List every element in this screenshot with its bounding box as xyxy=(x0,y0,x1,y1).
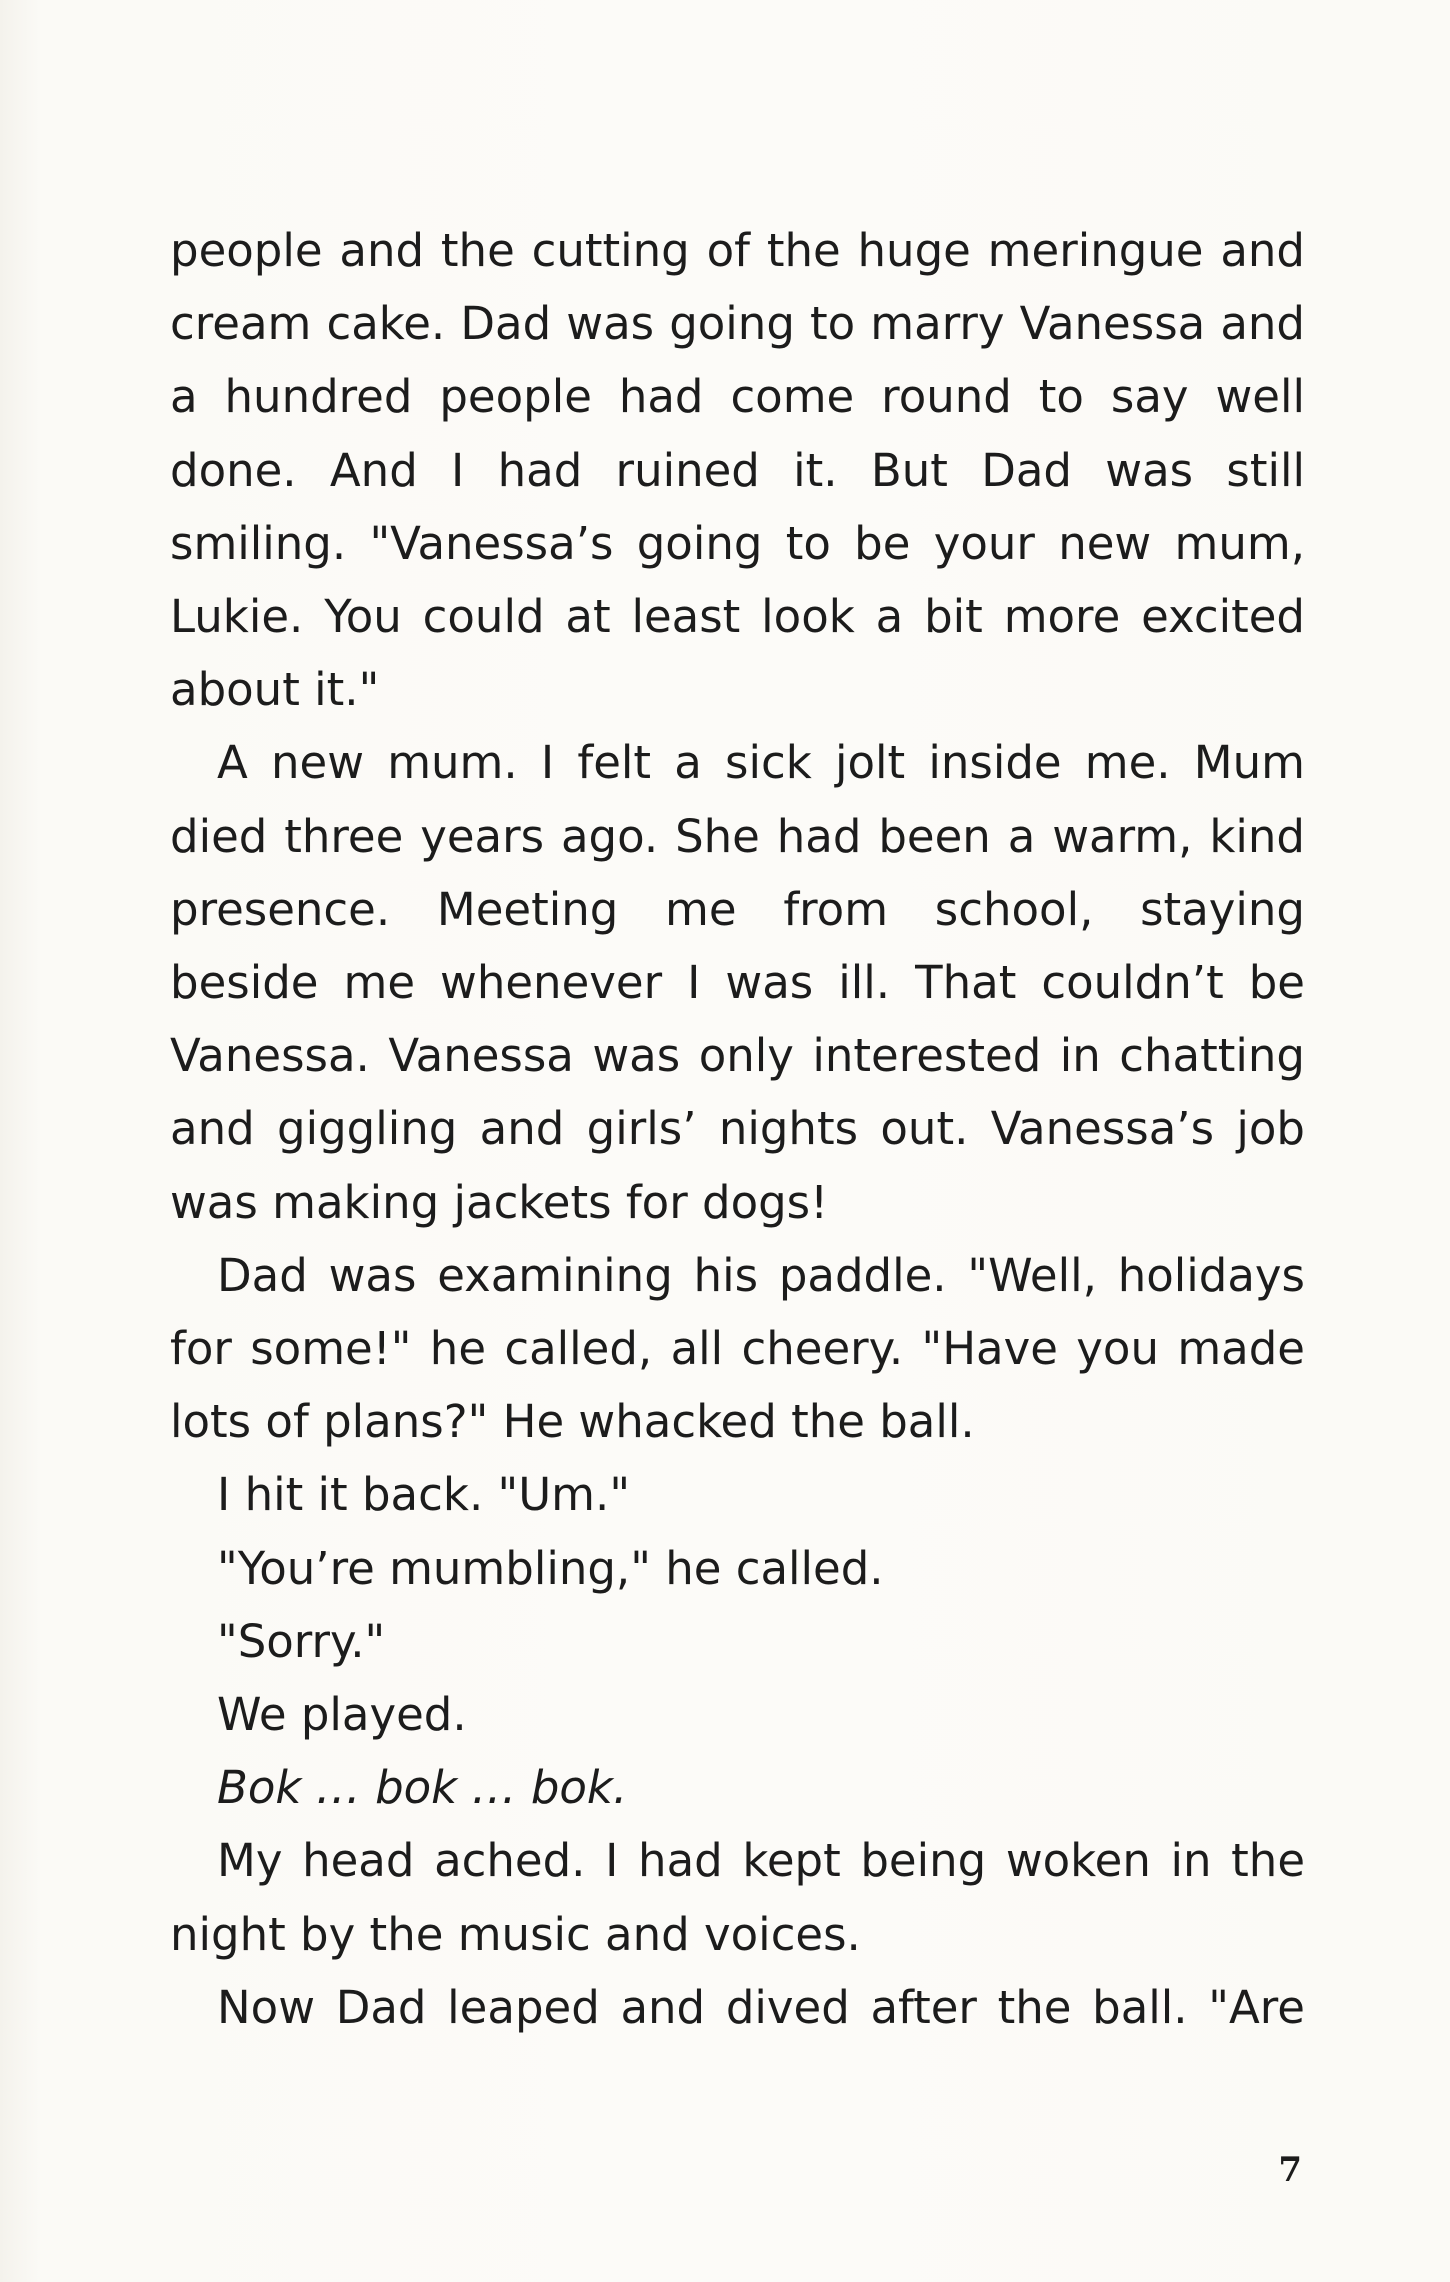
page-number: 7 xyxy=(1278,2150,1302,2190)
paragraph: "You’re mumbling," he called. xyxy=(217,1541,884,1595)
paragraph: I hit it back. "Um." xyxy=(217,1468,631,1522)
paragraph: We played. xyxy=(217,1688,467,1742)
paragraph: A new mum. I felt a sick jolt inside me. Mum died three years ago. She had been a warm, kind presence. Meeting me from school, staying beside me whenever I was ill. That couldn’t be Vanessa. Vanessa was only interested in chatting and giggling and girls’ nights out. Vanessa’s job was making jackets for dogs! xyxy=(170,736,1305,1229)
body-text xyxy=(170,214,1305,2044)
paragraph: people and the cutting of the huge meringue and cream cake. Dad was going to marry Vanessa and a hundred people had come round to say well done. And I had ruined it. But Dad was still smiling. "Vanessa’s going to be your new mum, Lukie. You could at least look a bit more excited about it." xyxy=(170,224,1305,717)
paragraph: "Sorry." xyxy=(217,1614,386,1668)
paragraph: My head ached. I had kept being woken in the night by the music and voices. xyxy=(170,1834,1305,1961)
paragraph: Now Dad leaped and dived after the ball. "Are xyxy=(217,1980,1305,2034)
paragraph: Dad was examining his paddle. "Well, holidays for some!" he called, all cheery. "Have you made lots of plans?" He whacked the ball. xyxy=(170,1248,1305,1449)
paragraph-italic: Bok … bok … bok. xyxy=(217,1761,628,1815)
